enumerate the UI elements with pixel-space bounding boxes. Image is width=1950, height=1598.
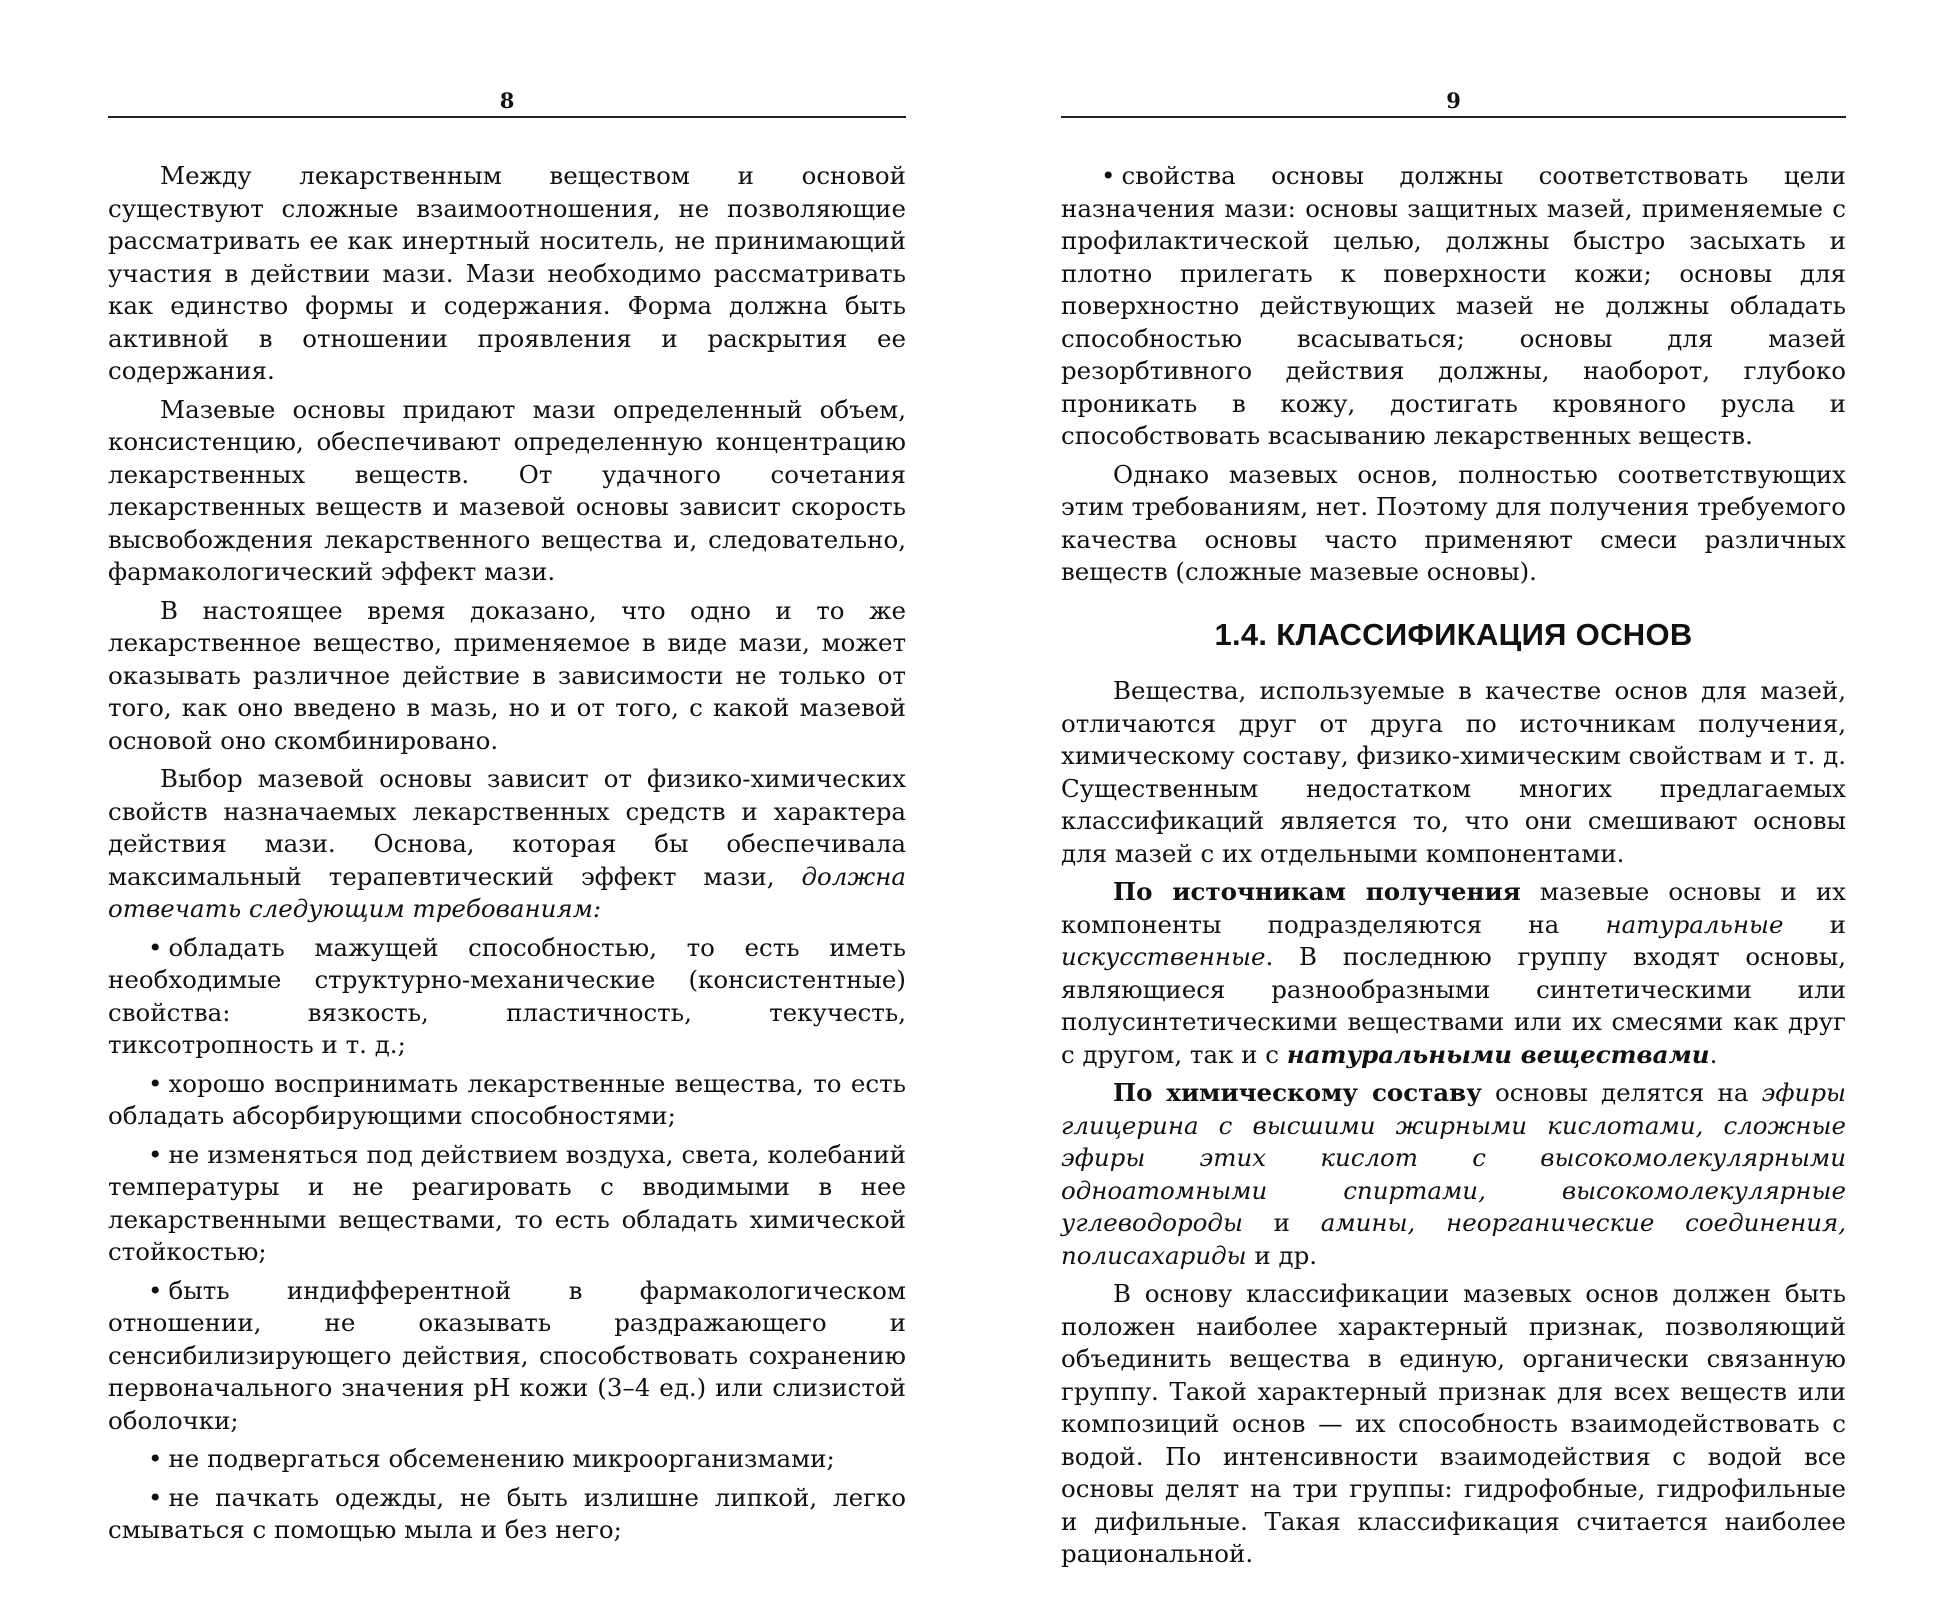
- term-italic: эфиры глицерина с высшими жирными кислотами, сложные эфиры этих кислот с высокомолекулярными одноатомными спиртами, высокомолекулярные углеводороды: [1061, 1078, 1846, 1237]
- term-bold: По источникам получения: [1113, 877, 1521, 906]
- list-item: [108, 932, 906, 1062]
- page-number: 9: [1446, 88, 1461, 113]
- term-italic: натуральные: [1605, 909, 1784, 939]
- bullet-icon: •: [148, 1444, 163, 1473]
- text-run: основы делятся на: [1481, 1078, 1762, 1107]
- term-bold: По химическому составу: [1113, 1078, 1482, 1107]
- paragraph-sources: [1061, 876, 1846, 1071]
- list-item: [108, 1068, 906, 1133]
- section-title: 1.4. КЛАССИФИКАЦИЯ ОСНОВ: [1214, 616, 1693, 652]
- page-number: 8: [499, 88, 515, 113]
- paragraph-text: Выбор мазевой основы зависит от физико-химических свойств назначаемых лекарственных средств и характера действия мази. Основа, которая бы обеспечивала максимальный терапевтический эффект мази,: [108, 764, 906, 891]
- bullet-icon: •: [148, 1068, 163, 1098]
- list-item-text: быть индифферентной в фармакологическом отношении, не оказывать раздражающего и сенсибилизирующего действия, способствовать сохранению первоначального значения pH кожи (3–4 ед.) или слизистой оболочки;: [108, 1275, 906, 1435]
- list-item: [108, 1275, 906, 1438]
- list-item: [108, 1482, 906, 1547]
- paragraph-italic: должна отвечать следующим требованиям:: [108, 861, 906, 923]
- paragraph: Вещества, используемые в качестве основ для мазей, отличаются друг от друга по источникам получения, химическому составу, физико-химическим свойствам и т. д. Существенным недостатком многих предлагаемых классификаций является то, что они смешивают основы для мазей с их отдельными компонентами.: [1061, 676, 1846, 868]
- paragraph: Однако мазевых основ, полностью соответствующих этим требованиям, нет. Поэтому для получения требуемого качества основы часто применяют смеси различных веществ (сложные мазевые основы).: [1061, 459, 1846, 586]
- bullet-icon: •: [148, 932, 163, 962]
- text-run: и др.: [1246, 1240, 1318, 1270]
- paragraph: В настоящее время доказано, что одно и то же лекарственное вещество, применяемое в виде мази, может оказывать различное действие в зависимости не только от того, как оно введено в мазь, но и от того, с какой мазевой основой оно скомбинировано.: [108, 595, 906, 755]
- paragraph: Между лекарственным веществом и основой существуют сложные взаимоотношения, не позволяющие рассматривать ее как инертный носитель, не принимающий участия в действии мази. Мази необходимо рассматривать как единство формы и содержания. Форма должна быть активной в отношении проявления и раскрытия ее содержания.: [108, 161, 906, 385]
- list-item-text: хорошо воспринимать лекарственные вещества, то есть обладать абсорбирующими способностями;: [108, 1068, 906, 1130]
- page-body: [108, 160, 906, 1553]
- text-run: и: [1242, 1208, 1321, 1237]
- page-body: [1061, 160, 1846, 1577]
- term-bold-italic: натуральными веществами: [1286, 1039, 1710, 1069]
- text-run: и: [1783, 909, 1846, 939]
- bullet-icon: •: [148, 1275, 163, 1305]
- paragraph-chemical: [1061, 1077, 1846, 1272]
- right-page: [975, 0, 1950, 1598]
- list-item-text: обладать мажущей способностью, то есть иметь необходимые структурно-механические (консистентные) свойства: вязкость, пластичность, текучесть, тиксотропность и т. д.;: [108, 932, 906, 1059]
- bullet-icon: •: [148, 1482, 163, 1512]
- bullet-icon: •: [148, 1139, 163, 1169]
- header-rule: [1061, 116, 1846, 118]
- paragraph: В основу классификации мазевых основ должен быть положен наиболее характерный признак, позволяющий объединить вещества в единую, органически связанную группу. Такой характерный признак для всех веществ или композиций основ — их способность взаимодействовать с водой. По интенсивности взаимодействия с водой все основы делят на три группы: гидрофобные, гидрофильные и дифильные. Такая классификация считается наиболее рациональной.: [1061, 1279, 1846, 1568]
- term-italic: амины, неорганические соединения, полисахариды: [1061, 1208, 1846, 1270]
- term-italic: искусственные: [1061, 942, 1266, 971]
- list-item: [108, 1443, 906, 1476]
- text-run: .: [1709, 1039, 1718, 1069]
- list-item: [1061, 160, 1846, 453]
- list-item-text: не пачкать одежды, не быть излишне липкой, легко смываться с помощью мыла и без него;: [108, 1482, 906, 1544]
- bullet-icon: •: [1101, 161, 1116, 190]
- paragraph: Мазевые основы придают мази определенный объем, консистенцию, обеспечивают определенную концентрацию лекарственных веществ. От удачного сочетания лекарственных веществ и мазевой основы зависит скорость высвобождения лекарственного вещества и, следовательно, фармакологический эффект мази.: [108, 394, 906, 586]
- paragraph: [108, 763, 906, 926]
- text-run: . В последнюю группу входят основы, являющиеся разнообразными синтетическими или полусинтетическими веществами или их смесями как друг с другом, так и с: [1061, 942, 1846, 1069]
- list-item: [108, 1139, 906, 1269]
- header-rule: [108, 116, 906, 118]
- text-run: мазевые основы и их компоненты подразделяются на: [1061, 877, 1846, 939]
- list-item-text: свойства основы должны соответствовать цели назначения мази: основы защитных мазей, применяемые с профилактической целью, должны быстро засыхать и плотно прилегать к поверхности кожи; основы для поверхностно действующих мазей не должны обладать способностью всасываться; основы для мазей резорбтивного действия должны, наоборот, глубоко проникать в кожу, достигать кровяного русла и способствовать всасыванию лекарственных веществ.: [1061, 161, 1846, 450]
- list-item-text: не изменяться под действием воздуха, света, колебаний температуры и не реагировать с вводимыми в нее лекарственными веществами, то есть обладать химической стойкостью;: [108, 1139, 906, 1266]
- list-item-text: не подвергаться обсеменению микроорганизмами;: [168, 1444, 835, 1473]
